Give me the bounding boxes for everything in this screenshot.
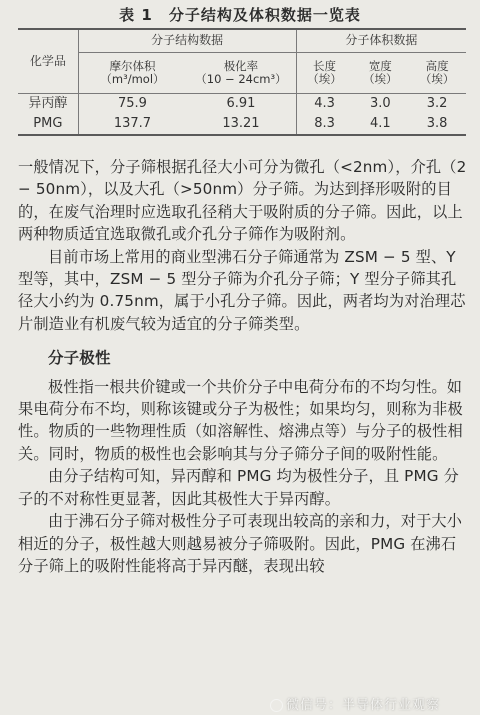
paragraph: 由分子结构可知，异丙醇和 PMG 均为极性分子，且 PMG 分子的不对称性更显著，因此其极性大于异丙醇。 [18, 467, 459, 508]
header-height: 高度 （埃） [408, 53, 466, 94]
header-group-structure: 分子结构数据 [78, 29, 296, 53]
header-width: 宽度 （埃） [352, 53, 408, 94]
header-length: 长度 （埃） [296, 53, 352, 94]
cell-molar-volume: 75.9 [78, 94, 186, 115]
wechat-icon [270, 699, 283, 712]
cell-width: 4.1 [352, 114, 408, 135]
cell-height: 3.2 [408, 94, 466, 115]
header-polarizability: 极化率 （10 − 24cm³） [186, 53, 296, 94]
paragraph: 一般情况下，分子筛根据孔径大小可分为微孔（<2nm），介孔（2 − 50nm），以及大孔（>50nm）分子筛。为达到择形吸附的目的，在废气治理时应选取孔径稍大于吸附质的分子筛。因此，以上两种物质适宜选取微孔或介孔分子筛作为吸附剂。 [18, 158, 467, 244]
cell-molar-volume: 137.7 [78, 114, 186, 135]
cell-length: 4.3 [296, 94, 352, 115]
paragraph: 由于沸石分子筛对极性分子可表现出较高的亲和力，对于大小相近的分子，极性越大则越易被分子筛吸附。因此，PMG 在沸石分子筛上的吸附性能将高于异丙醚，表现出较 [18, 512, 463, 575]
cell-length: 8.3 [296, 114, 352, 135]
article-body [18, 156, 468, 577]
cell-polarizability: 6.91 [186, 94, 296, 115]
table-row [18, 114, 466, 135]
cell-name: 异丙醇 [18, 94, 78, 115]
molecular-data-table [18, 28, 466, 136]
section-heading: 分子极性 [48, 348, 111, 368]
paragraph: 目前市场上常用的商业型沸石分子筛通常为 ZSM − 5 型、Y 型等，其中，ZSM − 5 型分子筛为介孔分子筛；Y 型分子筛其孔径大小约为 0.75nm，属于小孔分子筛。因此，两者均为对治理芯片制造业有机废气较为适宜的分子筛类型。 [18, 247, 466, 333]
table-row [18, 94, 466, 115]
cell-polarizability: 13.21 [186, 114, 296, 135]
watermark: 微信号：半导体行业观察 [270, 694, 440, 713]
cell-name: PMG [18, 114, 78, 135]
header-group-volume: 分子体积数据 [296, 29, 466, 53]
paragraph: 极性指一根共价键或一个共价分子中电荷分布的不均匀性。如果电荷分布不均，则称该键或分子为极性；如果均匀，则称为非极性。物质的一些物理性质（如溶解性、熔沸点等）与分子的极性相关。同时，物质的极性也会影响其与分子筛分子间的吸附性能。 [18, 377, 463, 463]
table-caption: 表 1 分子结构及体积数据一览表 [119, 6, 361, 24]
cell-height: 3.8 [408, 114, 466, 135]
cell-width: 3.0 [352, 94, 408, 115]
header-molar-volume: 摩尔体积 （m³/mol） [78, 53, 186, 94]
header-chemical: 化学品 [18, 29, 78, 94]
